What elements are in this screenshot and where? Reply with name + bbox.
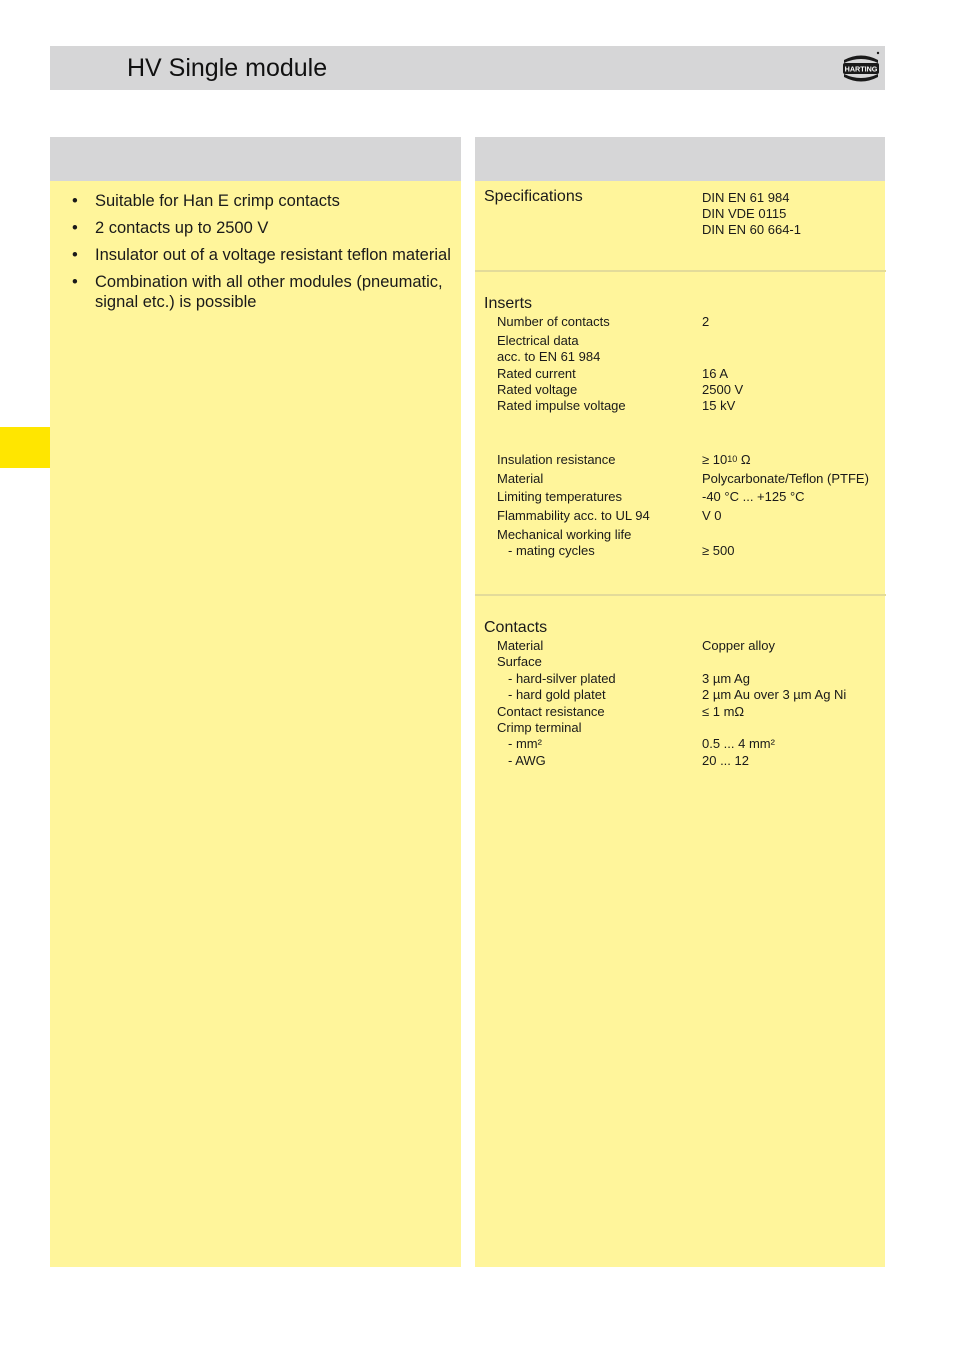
technical-data-panel: [475, 181, 885, 1267]
value: 15 kV: [702, 398, 736, 413]
features-header-bar: [50, 137, 461, 181]
feature-text: Insulator out of a voltage resistant teflon material: [95, 246, 451, 264]
value: 2500 V: [702, 382, 744, 397]
logo-text: HARTING: [844, 64, 878, 74]
list-item: [50, 191, 461, 211]
features-list: [50, 191, 461, 319]
list-item: [50, 245, 461, 265]
value-exponent: 10: [727, 454, 738, 464]
label: - mating cycles: [508, 543, 595, 558]
label: - hard-silver plated: [508, 671, 616, 686]
value: 16 A: [702, 366, 729, 381]
label: - mm²: [508, 736, 542, 751]
label: Surface: [497, 654, 542, 669]
label: Rated voltage: [497, 382, 578, 397]
list-item: [50, 218, 461, 238]
value-unit: Ω: [737, 452, 751, 467]
label: - hard gold platet: [508, 687, 606, 702]
label: Limiting temperatures: [497, 489, 622, 504]
label: Material: [497, 471, 544, 486]
value: ≤ 1 mΩ: [702, 704, 745, 719]
feature-text: Suitable for Han E crimp contacts: [95, 192, 340, 210]
value: 20 ... 12: [702, 753, 749, 768]
spec-value: DIN EN 61 984: [702, 190, 790, 205]
label: Rated impulse voltage: [497, 398, 626, 413]
page-title: HV Single module: [127, 54, 328, 82]
label: Electrical data: [497, 333, 579, 348]
value: 0.5 ... 4 mm²: [702, 736, 775, 751]
list-item: [50, 272, 461, 312]
label: Rated current: [497, 366, 576, 381]
label: Contact resistance: [497, 704, 605, 719]
feature-text: Combination with all other modules (pneumatic, signal etc.) is possible: [95, 273, 443, 311]
value: Polycarbonate/Teflon (PTFE): [702, 471, 869, 486]
specifications-values: [702, 190, 801, 238]
inserts-title: Inserts: [484, 295, 533, 312]
value: -40 °C ... +125 °C: [702, 489, 805, 504]
bullet: •: [72, 246, 78, 264]
label: - AWG: [508, 753, 546, 768]
value: 2: [702, 314, 710, 329]
features-panel: [50, 181, 461, 1267]
spec-value: DIN EN 60 664-1: [702, 222, 801, 237]
label: Insulation resistance: [497, 452, 616, 467]
bullet: •: [72, 273, 78, 291]
label: acc. to EN 61 984: [497, 349, 601, 364]
label: Crimp terminal: [497, 720, 582, 735]
section-divider: [475, 270, 886, 272]
bullet: •: [72, 219, 78, 237]
value: 3 µm Ag: [702, 671, 750, 686]
value-prefix: ≥ 10: [702, 452, 728, 467]
label: Mechanical working life: [497, 527, 632, 542]
value: Copper alloy: [702, 638, 775, 653]
label: Number of contacts: [497, 314, 610, 329]
page-header: [50, 46, 885, 90]
label: Material: [497, 638, 544, 653]
value: 2 µm Au over 3 µm Ag Ni: [702, 687, 847, 702]
value: V 0: [702, 508, 722, 523]
feature-text: 2 contacts up to 2500 V: [95, 219, 269, 237]
spec-value: DIN VDE 0115: [702, 206, 787, 221]
contacts-title: Contacts: [484, 619, 548, 636]
specs-header-bar: [475, 137, 885, 181]
section-divider: [475, 594, 886, 596]
bullet: •: [72, 192, 78, 210]
harting-logo-icon: [841, 49, 881, 87]
value: ≥ 500: [702, 543, 735, 558]
value: [702, 452, 751, 468]
chapter-tab: [0, 427, 50, 468]
specifications-label: Specifications: [484, 188, 583, 205]
label: Flammability acc. to UL 94: [497, 508, 650, 523]
